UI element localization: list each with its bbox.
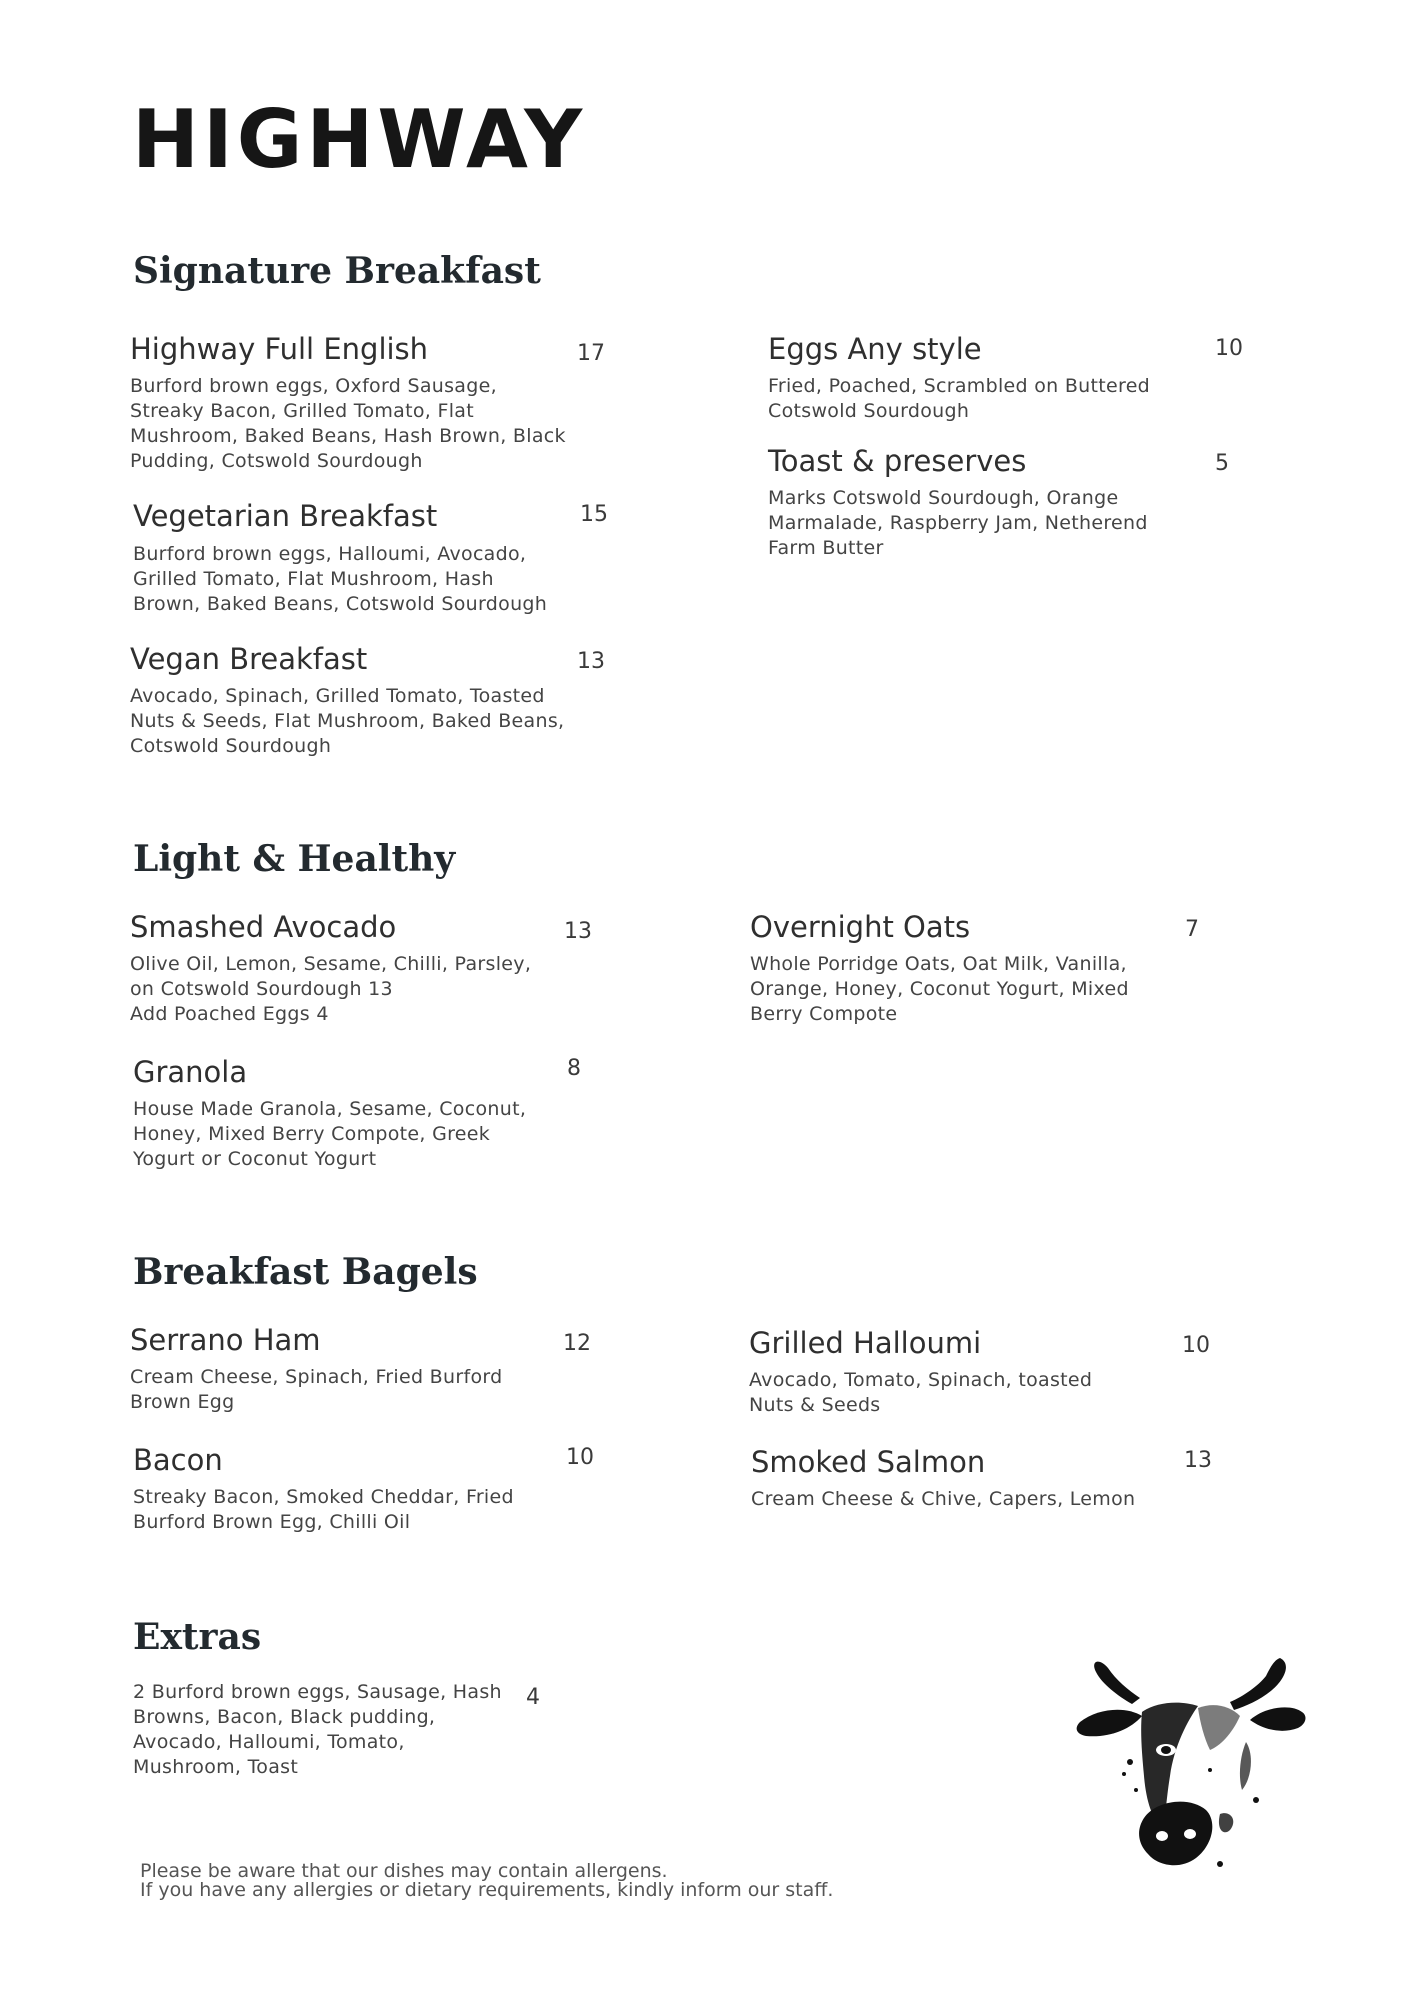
- item-price-serrano: 12: [563, 1331, 591, 1356]
- item-desc-bacon: Streaky Bacon, Smoked Cheddar, Fried Burford Brown Egg, Chilli Oil: [133, 1486, 514, 1533]
- item-price-avocado: 13: [564, 919, 592, 944]
- section-title-bagels: Breakfast Bagels: [133, 1251, 478, 1293]
- item-name-salmon: Smoked Salmon: [751, 1445, 986, 1479]
- item-price-bacon: 10: [566, 1445, 594, 1470]
- item-desc-serrano: Cream Cheese, Spinach, Fried Burford Brown Egg: [130, 1366, 503, 1413]
- item-name-bacon: Bacon: [133, 1443, 223, 1477]
- item-name-avocado: Smashed Avocado: [130, 910, 397, 944]
- item-price-vegan: 13: [577, 649, 605, 674]
- item-desc-granola: House Made Granola, Sesame, Coconut, Honey, Mixed Berry Compote, Greek Yogurt or Coconut Yogurt: [133, 1098, 527, 1170]
- section-title-extras: Extras: [133, 1616, 262, 1658]
- item-name-oats: Overnight Oats: [750, 910, 971, 944]
- item-desc-avocado: Olive Oil, Lemon, Sesame, Chilli, Parsley, on Cotswold Sourdough 13 Add Poached Eggs 4: [130, 953, 532, 1025]
- allergen-notice: Please be aware that our dishes may contain allergens. If you have any allergies or dietary requirements, kindly inform our staff.: [140, 1860, 834, 1901]
- item-desc-vegetarian: Burford brown eggs, Halloumi, Avocado, Grilled Tomato, Flat Mushroom, Hash Brown, Baked Beans, Cotswold Sourdough: [133, 543, 548, 615]
- item-name-halloumi: Grilled Halloumi: [749, 1326, 982, 1360]
- item-price-extras: 4: [526, 1685, 540, 1710]
- item-price-granola: 8: [567, 1056, 581, 1081]
- item-name-full-english: Highway Full English: [130, 332, 429, 366]
- item-name-toast: Toast & preserves: [768, 444, 1027, 478]
- item-name-vegan: Vegan Breakfast: [130, 642, 368, 676]
- item-price-full-english: 17: [577, 341, 605, 366]
- item-desc-eggs: Fried, Poached, Scrambled on Buttered Cotswold Sourdough: [768, 375, 1151, 422]
- item-desc-vegan: Avocado, Spinach, Grilled Tomato, Toasted Nuts & Seeds, Flat Mushroom, Baked Beans, Cotswold Sourdough: [130, 685, 565, 757]
- item-price-eggs: 10: [1215, 336, 1243, 361]
- item-price-oats: 7: [1185, 917, 1199, 942]
- section-title-signature: Signature Breakfast: [133, 250, 541, 292]
- item-price-vegetarian: 15: [580, 502, 608, 527]
- item-desc-halloumi: Avocado, Tomato, Spinach, toasted Nuts & Seeds: [749, 1369, 1093, 1416]
- item-price-toast: 5: [1215, 451, 1229, 476]
- item-desc-extras: 2 Burford brown eggs, Sausage, Hash Browns, Bacon, Black pudding, Avocado, Halloumi, Tomato, Mushroom, Toast: [133, 1681, 502, 1778]
- item-name-serrano: Serrano Ham: [130, 1323, 321, 1357]
- item-name-granola: Granola: [133, 1055, 248, 1089]
- section-title-light: Light & Healthy: [133, 838, 456, 880]
- item-desc-toast: Marks Cotswold Sourdough, Orange Marmalade, Raspberry Jam, Netherend Farm Butter: [768, 487, 1148, 559]
- item-desc-oats: Whole Porridge Oats, Oat Milk, Vanilla, Orange, Honey, Coconut Yogurt, Mixed Berry Compote: [750, 953, 1129, 1025]
- item-price-salmon: 13: [1184, 1448, 1212, 1473]
- item-name-eggs: Eggs Any style: [768, 332, 982, 366]
- brand-title: HIGHWAY: [132, 93, 587, 186]
- item-desc-salmon: Cream Cheese & Chive, Capers, Lemon: [751, 1488, 1136, 1510]
- item-price-halloumi: 10: [1182, 1333, 1210, 1358]
- cow-head-icon: [1070, 1650, 1310, 1880]
- item-name-vegetarian: Vegetarian Breakfast: [133, 499, 438, 533]
- item-desc-full-english: Burford brown eggs, Oxford Sausage, Streaky Bacon, Grilled Tomato, Flat Mushroom, Baked Beans, Hash Brown, Black Pudding, Cotswold Sourdough: [130, 375, 566, 472]
